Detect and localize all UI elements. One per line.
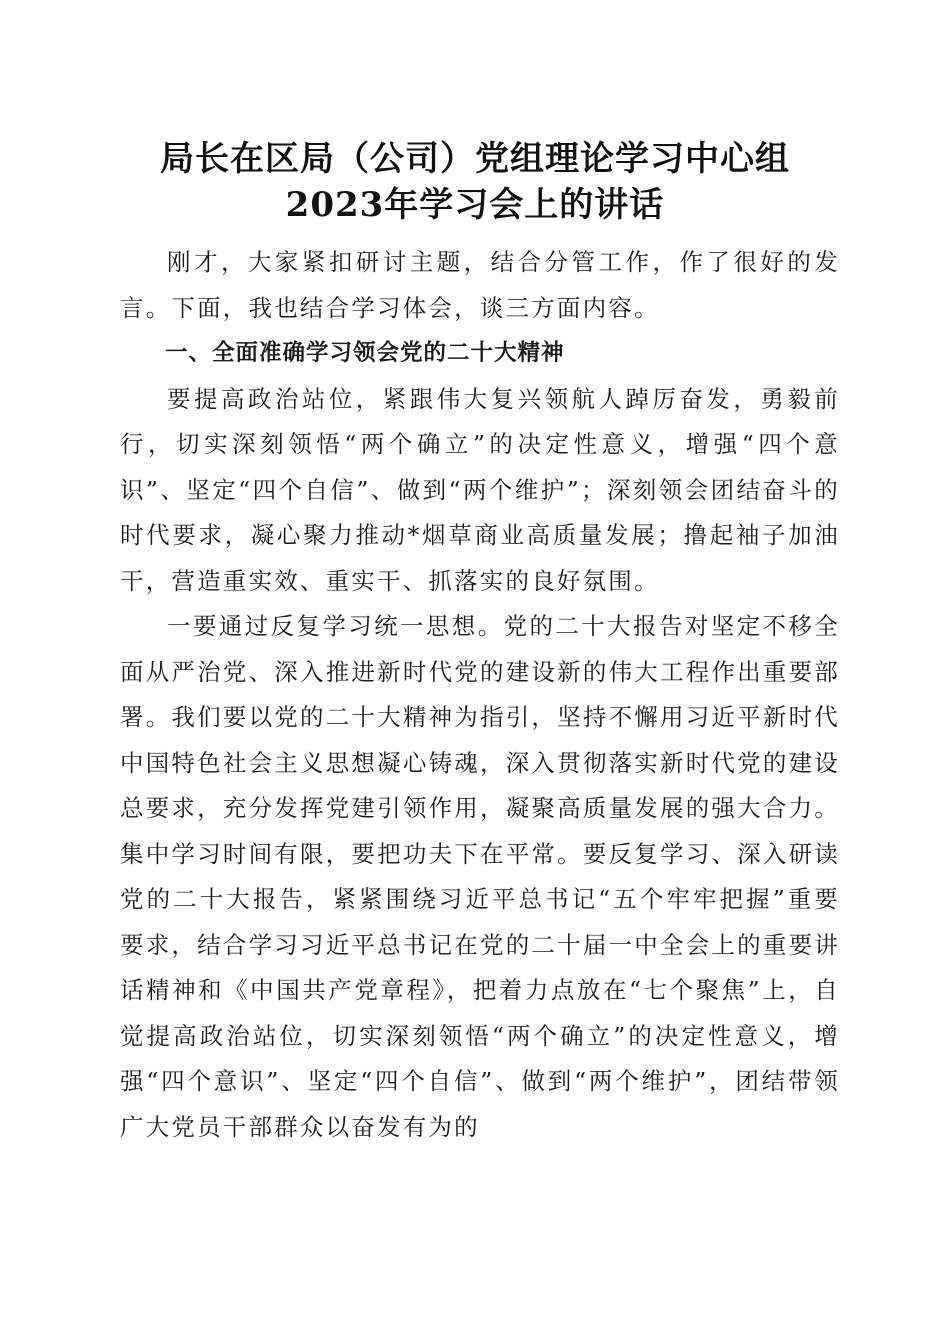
- title-line-1: 局长在区局（公司）党组理论学习中心组: [160, 139, 790, 179]
- section-heading-1: 一、全面准确学习领会党的二十大精神: [165, 340, 565, 366]
- paragraph-2: 要提高政治站位，紧跟伟大复兴领航人踔厉奋发，勇毅前行，切实深刻领悟“两个确立”的决定性意义，增强“四个意识”、坚定“四个自信”、做到“两个维护”；深刻领会团结奋斗的时代要求，凝心聚力推动*烟草商业高质量发展；撸起袖子加油干，营造重实效、重实干、抓落实的良好氛围。: [120, 384, 840, 595]
- paragraph-3: 一要通过反复学习统一思想。党的二十大报告对坚定不移全面从严治党、深入推进新时代党的建设新的伟大工程作出重要部署。我们要以党的二十大精神为指引，坚持不懈用习近平新时代中国特色社会主义思想凝心铸魂，深入贯彻落实新时代党的建设总要求，充分发挥党建引领作用，凝聚高质量发展的强大合力。集中学习时间有限，要把功夫下在平常。要反复学习、深入研读党的二十大报告，紧紧围绕习近平总书记“五个牢牢把握”重要要求，结合学习习近平总书记在党的二十届一中全会上的重要讲话精神和《中国共产党章程》，把着力点放在“七个聚焦”上，自觉提高政治站位，切实深刻领悟“两个确立”的决定性意义，增强“四个意识”、坚定“四个自信”、做到“两个维护”，团结带领广大党员干部群众以奋发有为的: [120, 612, 840, 1141]
- paragraph-intro: 刚才，大家紧扣研讨主题，结合分管工作，作了很好的发言。下面，我也结合学习体会，谈三方面内容。: [120, 248, 840, 322]
- document-body: [120, 240, 840, 1150]
- document-title: [0, 136, 950, 228]
- title-line-2: 2023年学习会上的讲话: [285, 185, 665, 225]
